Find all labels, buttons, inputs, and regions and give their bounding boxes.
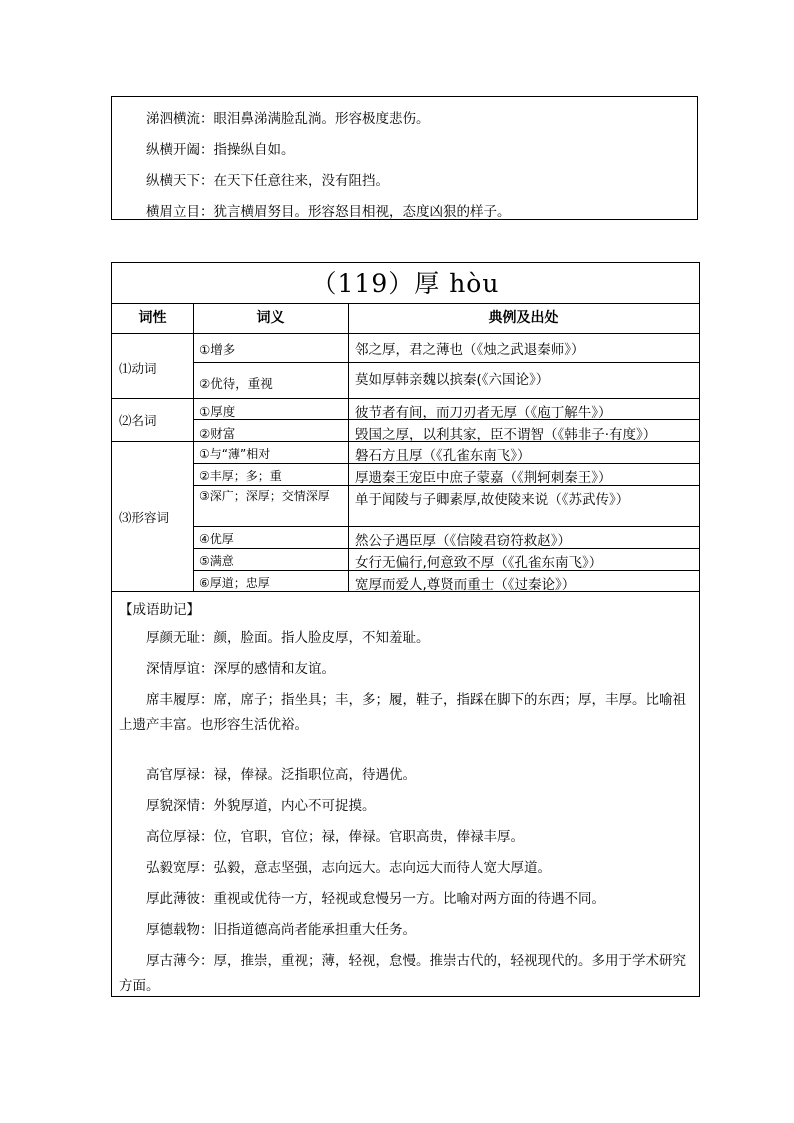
header-example: 典例及出处: [488, 310, 559, 326]
sense-example: 莫如厚韩亲魏以摈秦(《六国论》）: [355, 372, 550, 388]
memo-item: 厚貌深情：外貌厚道，内心不可捉摸。: [146, 798, 376, 814]
idiom-line: 纵横天下：在天下任意往来，没有阻挡。: [146, 173, 389, 189]
sense-meaning: ③深广；深厚；交情深厚: [199, 489, 330, 503]
sense-example: 彼节者有间，而刀刃者无厚（《庖丁解牛》）: [355, 405, 612, 421]
header-meaning: 词义: [256, 310, 285, 326]
row-divider: [193, 362, 699, 363]
sense-example: 单于闻陵与子卿素厚,故使陵来说（《苏武传》）: [355, 492, 630, 508]
sense-example: 宽厚而爱人,尊贤而重士（《过秦论》）: [355, 577, 576, 593]
sense-meaning: ⑥厚道；忠厚: [199, 576, 270, 590]
memo-item: 席丰履厚：席，席子；指坐具；丰，多；履，鞋子，指踩在脚下的东西；厚，丰厚。比喻祖上遗产丰富。也形容生活优裕。: [119, 692, 686, 733]
row-divider: [112, 333, 699, 334]
sense-meaning: ②优待，重视: [199, 376, 273, 391]
sense-example: 邻之厚，君之薄也（《烛之武退秦师》）: [355, 342, 585, 358]
row-divider: [193, 526, 699, 527]
sense-meaning: ④优厚: [199, 532, 234, 546]
memo-item: 厚此薄彼：重视或优待一方，轻视或怠慢另一方。比喻对两方面的待遇不同。: [146, 891, 605, 907]
memo-item: 高官厚禄：禄，俸禄。泛指职位高，待遇优。: [146, 767, 416, 783]
idiom-line: 纵横开阖：指操纵自如。: [146, 142, 295, 158]
sense-meaning: ②财富: [199, 426, 236, 441]
sense-meaning: ①增多: [199, 342, 236, 357]
sense-example: 毁国之厚，以利其家，臣不谓智（《韩非子·有度》）: [355, 427, 657, 443]
memo-title: 【成语助记】: [119, 602, 200, 618]
idiom-line: 涕泗横流：眼泪鼻涕满脸乱淌。形容极度悲伤。: [146, 111, 430, 127]
sense-meaning: ②丰厚；多；重: [199, 469, 282, 483]
pos-label: ⑵名词: [119, 413, 157, 428]
row-divider: [112, 398, 699, 399]
sense-meaning: ⑤满意: [199, 554, 234, 568]
entry-table: [111, 262, 700, 997]
memo-item: 厚颜无耻：颜，脸面。指人脸皮厚，不知羞耻。: [146, 630, 430, 646]
pos-label: ⑴动词: [119, 361, 157, 376]
entry-title: （119）厚 hòu: [112, 263, 699, 304]
col-divider: [193, 304, 194, 591]
pos-label: ⑶形容词: [119, 510, 170, 525]
sense-example: 然公子遇臣厚（《信陵君窃符救赵》）: [355, 533, 571, 549]
idiom-line: 横眉立目：犹言横眉努目。形容怒目相视，态度凶狠的样子。: [146, 204, 511, 220]
sense-meaning: ①与“薄”相对: [199, 447, 271, 461]
col-divider: [348, 304, 349, 591]
sense-example: 女行无偏行,何意致不厚（《孔雀东南飞》）: [355, 555, 603, 571]
idiom-box-top: [111, 96, 698, 220]
memo-item: 厚古薄今：厚，推崇，重视；薄，轻视，怠慢。推崇古代的，轻视现代的。多用于学术研究方面。: [119, 953, 686, 994]
sense-example: 厚遗秦王宠臣中庶子蒙嘉（《荆轲刺秦王》）: [355, 470, 612, 486]
memo-item: 深情厚谊：深厚的感情和友谊。: [146, 661, 335, 677]
memo-item: 弘毅宽厚：弘毅，意志坚强，志向远大。志向远大而待人宽大厚道。: [146, 860, 551, 876]
memo-item: 高位厚禄：位，官职，官位；禄，俸禄。官职高贵，俸禄丰厚。: [146, 829, 524, 845]
sense-meaning: ①厚度: [199, 404, 236, 419]
memo-item: 厚德载物：旧指道德高尚者能承担重大任务。: [146, 922, 416, 938]
sense-example: 磐石方且厚（《孔雀东南飞》）: [355, 448, 531, 464]
header-pos: 词性: [138, 310, 167, 326]
